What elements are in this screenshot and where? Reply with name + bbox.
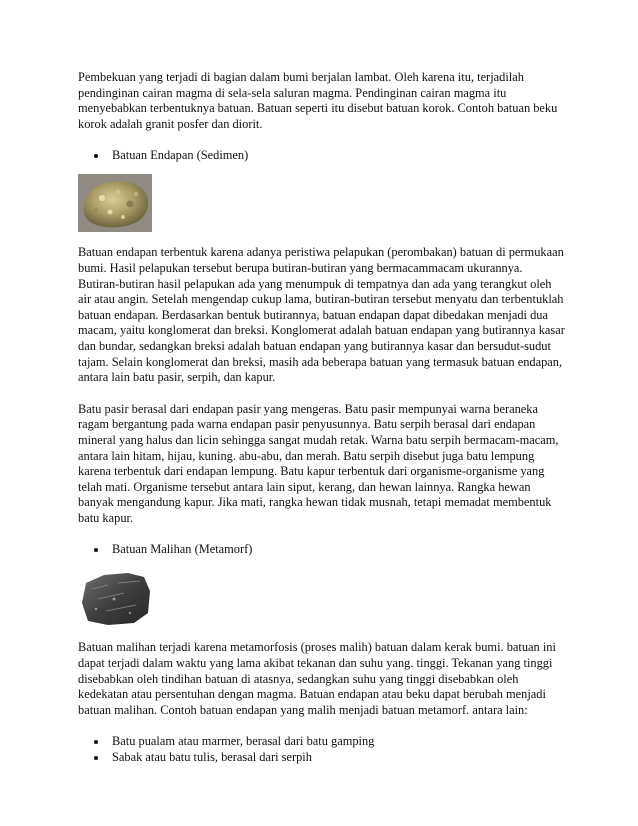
- metamorphic-rock-image: [78, 569, 152, 627]
- list-item-text: Sabak atau batu tulis, berasal dari serpih: [112, 750, 312, 765]
- bullet-icon: [94, 548, 98, 552]
- metamorf-paragraph: Batuan malihan terjadi karena metamorfosis (proses malih) batuan dalam kerak bumi. batuan ini dapat terjadi dalam waktu yang lama akibat tekanan dan suhu yang. tinggi. Tekanan yang tinggi disebabkan oleh tindihan batuan di atasnya, sedangkan suhu yang tinggi disebabkan oleh kedekatan atau persentuhan dengan magma. Batuan endapan atau beku dapat berubah menjadi batuan malihan. Contoh batuan endapan yang malih menjadi batuan metamorf. antara lain:: [78, 640, 556, 717]
- sedimen-paragraph-2: Batu pasir berasal dari endapan pasir yang mengeras. Batu pasir mempunyai warna beraneka ragam bergantung pada warna endapan pasir penyusunnya. Batu serpih berasal dari endapan mineral yang halus dan licin sehingga sangat mudah retak. Warna batu serpih bermacam-macam, antara lain hitam, hijau, kuning. abu-abu, dan merah. Batu serpih disebut juga batu lempung karena terbentuk dari endapan lempung. Batu kapur terbentuk dari organisme-organisme yang telah mati. Organisme tersebut antara lain siput, kerang, dan hewan lainnya. Rangka hewan banyak mengandung kapur. Jika mati, rangka hewan tidak musnah, tetapi memadat membentuk batu kapur.: [78, 401, 559, 525]
- list-item-text: Batu pualam atau marmer, berasal dari batu gamping: [112, 734, 375, 749]
- bullet-icon: [94, 756, 98, 760]
- heading-metamorf-text: Batuan Malihan (Metamorf): [112, 542, 253, 557]
- examples-list: [78, 734, 566, 765]
- bullet-icon: [94, 740, 98, 744]
- document-page: [78, 70, 566, 766]
- bullet-icon: [94, 154, 98, 158]
- bullet-heading-sedimen: [78, 148, 566, 164]
- heading-sedimen-text: Batuan Endapan (Sedimen): [112, 148, 249, 163]
- list-item: [78, 734, 566, 750]
- bullet-heading-metamorf: [78, 542, 566, 558]
- sedimentary-rock-image: [78, 174, 152, 232]
- sedimen-paragraph-1: Batuan endapan terbentuk karena adanya peristiwa pelapukan (perombakan) batuan di permukaan bumi. Hasil pelapukan tersebut berupa butiran-butiran yang bermacammacam ukurannya. Butiran-butiran hasil pelapukan ada yang menumpuk di tempatnya dan ada yang terangkut oleh air atau angin. Setelah mengendap cukup lama, butiran-butiran tersebut menyatu dan terbentuklah batuan endapan. Berdasarkan bentuk butirannya, batuan endapan dapat dibedakan menjadi dua macam, yaitu konglomerat dan breksi. Konglomerat adalah batuan endapan yang butirannya kasar dan bundar, sedangkan breksi adalah batuan endapan yang butirannya kasar dan bersudut-sudut tajam. Selain konglomerat dan breksi, masih ada beberapa batuan yang termasuk batuan endapan, antara lain batu pasir, serpih, dan kapur.: [78, 245, 565, 385]
- list-item: [78, 750, 566, 766]
- intro-paragraph: Pembekuan yang terjadi di bagian dalam bumi berjalan lambat. Oleh karena itu, terjadilah pendinginan cairan magma di sela-sela saluran magma. Pendinginan cairan magma itu menyebabkan terbentuknya batuan. Batuan seperti itu disebut batuan korok. Contoh batuan beku korok adalah granit posfer dan diorit.: [78, 70, 558, 131]
